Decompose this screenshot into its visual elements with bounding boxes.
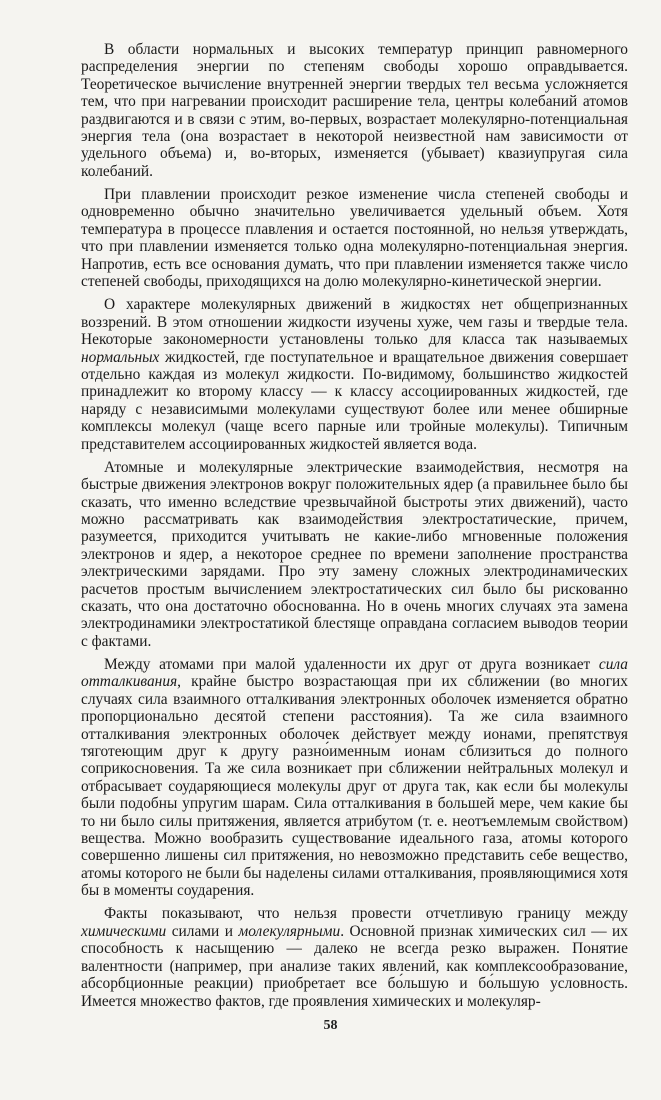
italic-term: молекулярными	[238, 922, 341, 940]
text-run: жидкостей, где поступательное и вращательное движения совершает отдельно каждая из молекул жидкости. По-видимому, большинство жидкостей принадлежит ко второму классу — к классу ассоциированных жидкостей, где наряду с независимыми молекулами существуют более или менее обширные комплексы молекул (чаще всего парные или тройные молекулы). Типичным представителем ассоциированных жидкостей является вода.	[81, 348, 628, 453]
text-run: силами и	[166, 922, 239, 940]
paragraph	[81, 905, 628, 1009]
body-text	[81, 41, 628, 1010]
text-run: При плавлении происходит резкое изменение числа степеней свободы и одновременно обычно значительно увеличивается удельный объем. Хотя температура в процессе плавления и остается постоянной, но нельзя утверждать, что при плавлении изменяется только одна молекулярно-потенциальная энергия. Напротив, есть все основания думать, что при плавлении изменяется также число степеней свободы, приходящихся на долю молекулярно-кинетической энергии.	[81, 186, 628, 291]
paragraph	[81, 41, 628, 180]
text-run: В области нормальных и высоких температур принцип равномерного распределения энергии по степеням свободы хорошо оправдывается. Теоретическое вычисление внутренней энергии твердых тел весьма усложняется тем, что при нагревании происходит расширение тела, центры колебаний атомов раздвигаются и в связи с этим, во-первых, возрастает молекулярно-потенциальная энергия тела (она возрастает в некоторой неизвестной нам зависимости от удельного объема) и, во-вторых, изменяется (убывает) квазиупругая сила колебаний.	[81, 41, 628, 180]
italic-term: сила отталкивания	[81, 656, 628, 691]
text-run: Атомные и молекулярные электрические взаимодействия, несмотря на быстрые движения электронов вокруг положительных ядер (а правильнее было бы сказать, что именно вследствие чрезвычайной быстроты этих движений), часто можно рассматривать как взаимодействия электростатические, причем, разумеется, приходится учитывать не какие-либо мгновенные положения электронов и ядер, а некоторое среднее по времени заполнение пространства электрическими зарядами. Про эту замену сложных электродинамических расчетов простым вычислением электростатических сил было бы рискованно сказать, что она достаточно обоснованна. Но в очень многих случаях эта замена электродинамики электростатикой блестяще оправдана согласием выводов теории с фактами.	[81, 458, 628, 650]
paragraph	[81, 656, 628, 900]
text-run: , крайне быстро возрастающая при их сближении (во многих случаях сила взаимного отталкивания электронных оболочек изменяется обратно пропорционально десятой степени расстояния). Та же сила взаимного отталкивания электронных оболочек действует между ионами, препятствуя тяготеющим друг к другу разно́именным ионам сблизиться до полного соприкосновения. Та же сила возникает при сближении нейтральных молекул и отбрасывает соударяющиеся молекулы друг от друга так, как если бы молекулы были подобны упругим шарам. Сила отталкивания в большей мере, чем какие бы то ни было силы притяжения, является атрибутом (т. е. неотъемлемым свойством) вещества. Можно вообразить существование идеального газа, атомы которого совершенно лишены сил притяжения, но невозможно представить себе вещество, атомы которого не были бы наделены силами отталкивания, проявляющимися хотя бы в моменты соударения.	[81, 673, 628, 900]
page-number: 58	[323, 1018, 338, 1033]
text-run: Факты показывают, что нельзя провести отчетливую границу между	[104, 905, 628, 923]
paragraph	[81, 459, 628, 650]
text-run: Между атомами при малой удаленности их друг от друга возникает	[104, 656, 599, 673]
italic-term: химическими	[81, 922, 167, 940]
text-run: . Основной признак химических сил — их способность к насыщению — далеко не всегда резко выражен. Понятие валентности (например, при анализе таких явлений, как комплексообразование, абсорбционные реакции) приобретает все бо́льшую и бо́льшую условность. Имеется множество фактов, где проявления химических и молекуляр-	[81, 922, 628, 1010]
text-run: О характере молекулярных движений в жидкостях нет общепризнанных воззрений. В этом отношении жидкости изучены хуже, чем газы и твердые тела. Некоторые закономерности установлены только для класса так называемых	[81, 296, 628, 349]
italic-term: нормальных	[81, 348, 160, 366]
paragraph	[81, 296, 628, 453]
paragraph	[81, 186, 628, 290]
